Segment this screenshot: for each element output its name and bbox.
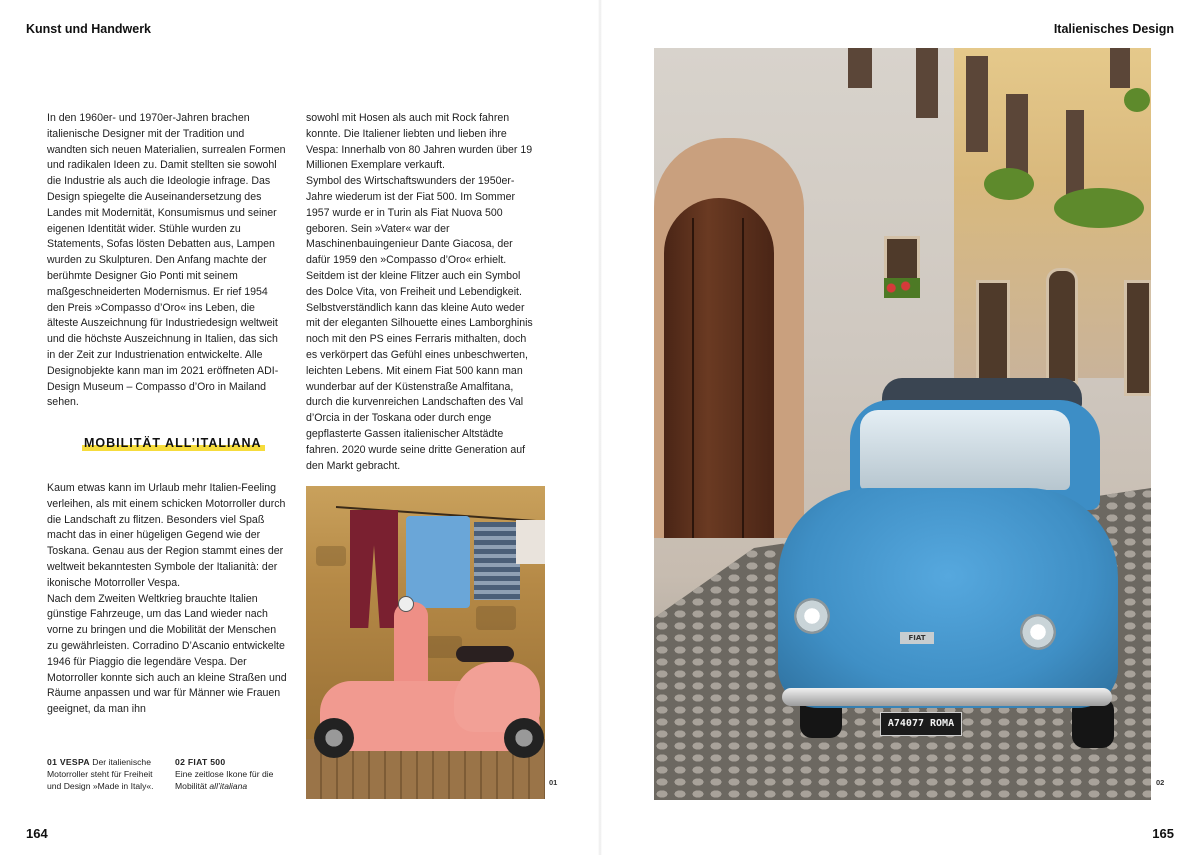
column2-paragraph-1: sowohl mit Hosen als auch mit Rock fahren konnte. Die Italiener liebten und lieben ihre Vespa: Innerhalb von 80 Jahren wurden über 19 Millionen Exemplare verkauft. (306, 112, 533, 172)
running-head-left: Kunst und Handwerk (26, 22, 152, 36)
section-paragraph-1: Kaum etwas kann im Urlaub mehr Italien-Feeling verleihen, als mit einem schicken Motorroller durch die Landschaft zu flitzen. Besonders viel Spaß macht das in einer hügeligen Gegend wie der Toskana. Genau aus der Region stammt eines der weltweit bekanntesten Symbole der Italianità: der ikonische Motorroller Vespa. (47, 482, 286, 589)
wall-stone (476, 606, 516, 630)
window-shutter (1066, 110, 1084, 200)
hanging-trousers (350, 510, 398, 628)
vespa-front-wheel (314, 718, 354, 758)
car-headlight (1020, 614, 1056, 650)
intro-text: In den 1960er- und 1970er-Jahren brachen italienische Designer mit der Tradition und wandten sich neuen Materialien, surrealen Formen und radikalen Ideen zu. Damit stellten sie sowohl die Industrie als auch die Ideologie infrage. Das Design spiegelte die Auseinandersetzung des Landes mit Modernität, Konsumismus und seiner eigenen Identität wider. Stühle wurden zu Statements, Sofas lösten Debatten aus, Lampen wurden zu Skulpturen. Den Anfang machte der berühmte Designer Gio Ponti mit seinem maßgeschneiderten Modernismus. Er rief 1954 den Preis »Compasso d’Oro« ins Leben, die älteste Auszeichnung für Industriedesign weltweit und die höchste Auszeichnung in Italien, das sich in der Zeit zur Industrienation entwickelte. Alle Designobjekte kann man im 2021 eröffneten ADI-Design Museum – Compasso d’Oro in Mailand sehen. (47, 112, 286, 409)
building-window (1046, 268, 1078, 384)
plants (1054, 188, 1144, 228)
wall-stone (316, 546, 346, 566)
vespa-mirror (398, 596, 414, 612)
running-head-right: Italienisches Design (1053, 22, 1174, 36)
license-plate: A74077 ROMA (880, 712, 962, 736)
vespa-photo (306, 486, 545, 799)
car-headlight (794, 598, 830, 634)
car-bumper (782, 688, 1112, 706)
hanging-striped-shirt (474, 522, 520, 600)
section-heading: MOBILITÄT ALL’ITALIANA (82, 436, 265, 451)
fiat-500-photo (654, 48, 1151, 800)
building-window (1124, 280, 1151, 396)
car-windshield (860, 410, 1070, 490)
window-shutter (966, 56, 988, 152)
page-number-left: 164 (26, 826, 48, 841)
caption-italic-text: all’italiana (209, 780, 248, 791)
section-paragraph-2: Nach dem Zweiten Weltkrieg brauchte Italien günstige Fahrzeuge, um das Land wieder nach vorne zu bringen und die Mobilität der Menschen zu gewährleisten. Corradino D’Ascanio entwickelte 1946 für Piaggio die legendäre Vespa. Der Motorroller konnte sich auch an kleine Straßen und Räume anpassen und war für Männer wie Frauen geeignet, da man ihn (47, 592, 287, 716)
plants (1124, 88, 1150, 112)
section-text-column-1 (47, 481, 287, 718)
fiat-500-body (778, 488, 1118, 708)
vespa-seat (456, 646, 514, 662)
intro-paragraph (47, 111, 287, 411)
plants (984, 168, 1034, 200)
window-shutter (916, 48, 938, 118)
hanging-towel (516, 520, 545, 564)
fiat-badge: FIAT (900, 632, 934, 644)
page-gutter (598, 0, 602, 855)
text-column-2 (306, 111, 538, 474)
window-shutter (848, 48, 872, 88)
window-shutter (1110, 48, 1130, 88)
caption-number: 02 FIAT 500 (175, 757, 226, 767)
page-number-right: 165 (1152, 826, 1174, 841)
wooden-door (664, 198, 774, 538)
caption-fiat (175, 757, 275, 792)
photo-number-fiat: 02 (1156, 778, 1165, 787)
building-window (976, 280, 1010, 382)
caption-number: 01 VESPA (47, 757, 90, 767)
caption-text: Eine zeitlose Ikone für die Mobilität (175, 768, 274, 791)
caption-vespa (47, 757, 163, 792)
flower-box (884, 278, 920, 298)
hanging-sweater (406, 516, 470, 608)
column2-paragraph-2: Symbol des Wirtschaftswunders der 1950er-Jahre wiederum ist der Fiat 500. Im Sommer 1957 wurde er in Turin als Fiat Nuova 500 geboren. Sein »Vater« war der Maschinenbauingenieur Dante Giacosa, der dafür 1959 den »Compasso d’Oro« erhielt. Seitdem ist der kleine Flitzer auch ein Symbol des Dolce Vita, von Freiheit und Lebendigkeit. Selbstverständlich kann das kleine Auto weder mit der eleganten Silhouette eines Lamborghinis noch mit den PS eines Ferraris mithalten, doch es verkörpert das Gefühl eines unbeschwerten, leichten Lebens. Mit einem Fiat 500 kann man wunderbar auf der Küstenstraße Amalfitana, durch die kurvenreichen Landschaften des Val d’Orcia in der Toskana oder durch enge gepflasterte Gassen italienischer Altstädte fahren. 2020 wurde seine dritte Generation auf den Markt gebracht. (306, 175, 533, 472)
photo-number-vespa: 01 (549, 778, 558, 787)
caption-text: Der italienische Motorroller steht für Freiheit und Design »Made in Italy«. (47, 757, 154, 791)
door-panel-line (742, 218, 744, 538)
vespa-rear-wheel (504, 718, 544, 758)
door-panel-line (692, 218, 694, 538)
